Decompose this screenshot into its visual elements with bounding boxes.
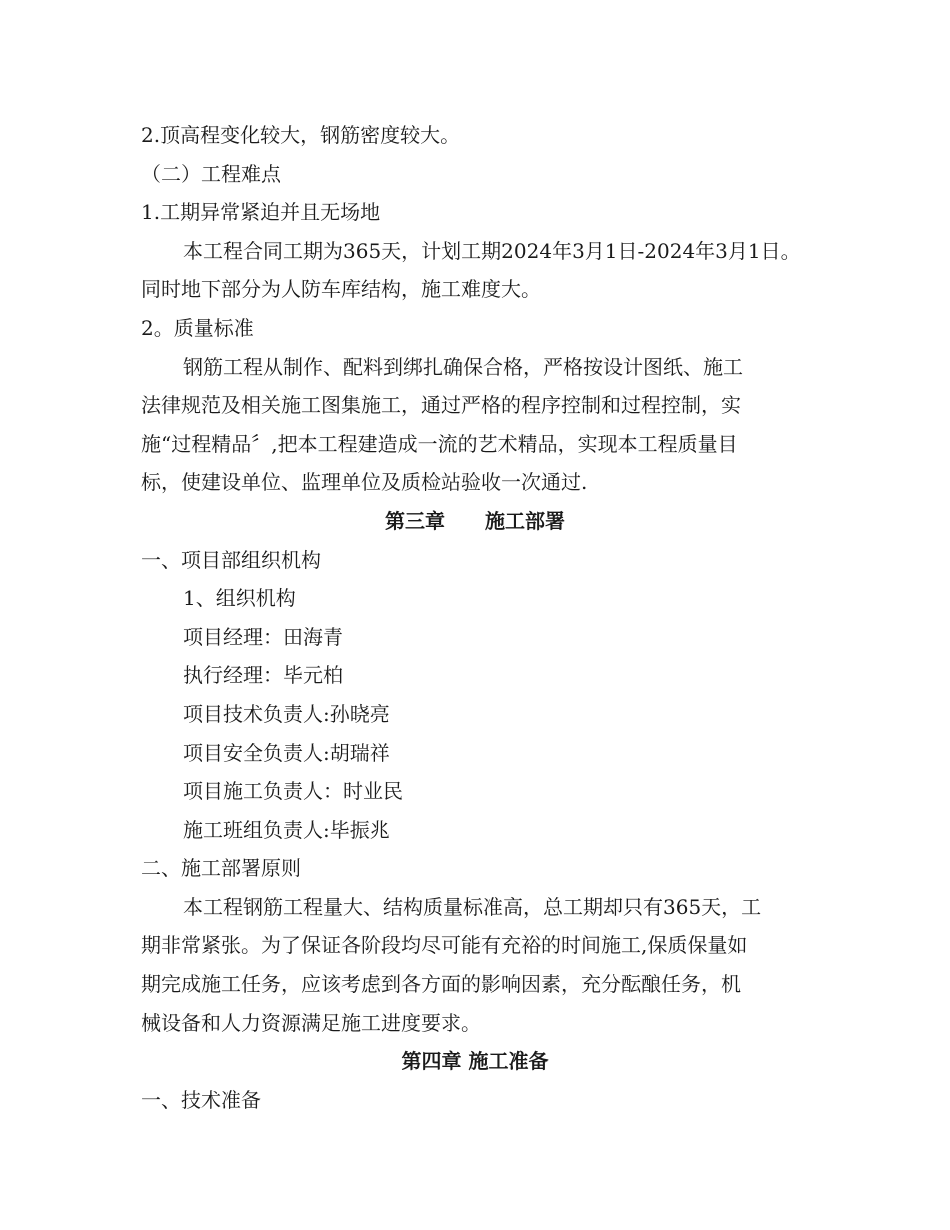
chapter-heading: 第三章 施工部署 bbox=[385, 508, 565, 533]
list-item: 项目技术负责人:孙晓亮 bbox=[183, 701, 390, 726]
list-item: 项目经理：田海青 bbox=[183, 624, 343, 649]
paragraph-line: 期完成施工任务，应该考虑到各方面的影响因素，充分酝酿任务，机 bbox=[141, 972, 741, 997]
paragraph-line: 本工程合同工期为365天，计划工期2024年3月1日-2024年3月1日。 bbox=[183, 238, 801, 263]
paragraph-line: 本工程钢筋工程量大、结构质量标准高，总工期却只有365天，工 bbox=[183, 894, 762, 919]
list-item: 项目安全负责人:胡瑞祥 bbox=[183, 740, 390, 765]
paragraph-line: 标，使建设单位、监理单位及质检站验收一次通过. bbox=[141, 470, 588, 495]
paragraph-line: 钢筋工程从制作、配料到绑扎确保合格，严格按设计图纸、施工 bbox=[183, 354, 743, 379]
section-heading: 一、技术准备 bbox=[141, 1087, 261, 1112]
paragraph-line: 期非常紧张。为了保证各阶段均尽可能有充裕的时间施工,保质保量如 bbox=[141, 933, 748, 958]
list-item: 施工班组负责人:毕振兆 bbox=[183, 817, 390, 842]
paragraph-line: 施“过程精品〞,把本工程建造成一流的艺术精品，实现本工程质量目 bbox=[141, 431, 738, 456]
section-heading: 一、项目部组织机构 bbox=[141, 547, 321, 572]
chapter-heading: 第四章 施工准备 bbox=[401, 1049, 549, 1074]
list-item: 执行经理：毕元柏 bbox=[183, 663, 343, 688]
list-item: 项目施工负责人：时业民 bbox=[183, 779, 403, 804]
section-heading: （二）工程难点 bbox=[141, 161, 281, 186]
subsection-heading: 1.工期异常紧迫并且无场地 bbox=[141, 200, 381, 225]
text-line: 2.顶高程变化较大，钢筋密度较大。 bbox=[141, 123, 461, 147]
document-page bbox=[141, 116, 809, 1119]
subsection-heading: 2。质量标准 bbox=[141, 315, 254, 340]
section-heading: 二、施工部署原则 bbox=[141, 856, 301, 881]
paragraph-line: 械设备和人力资源满足施工进度要求。 bbox=[141, 1010, 481, 1035]
subsection-heading: 1、组织机构 bbox=[183, 586, 296, 611]
paragraph-line: 同时地下部分为人防车库结构，施工难度大。 bbox=[141, 277, 541, 302]
paragraph-line: 法律规范及相关施工图集施工，通过严格的程序控制和过程控制，实 bbox=[141, 393, 741, 418]
